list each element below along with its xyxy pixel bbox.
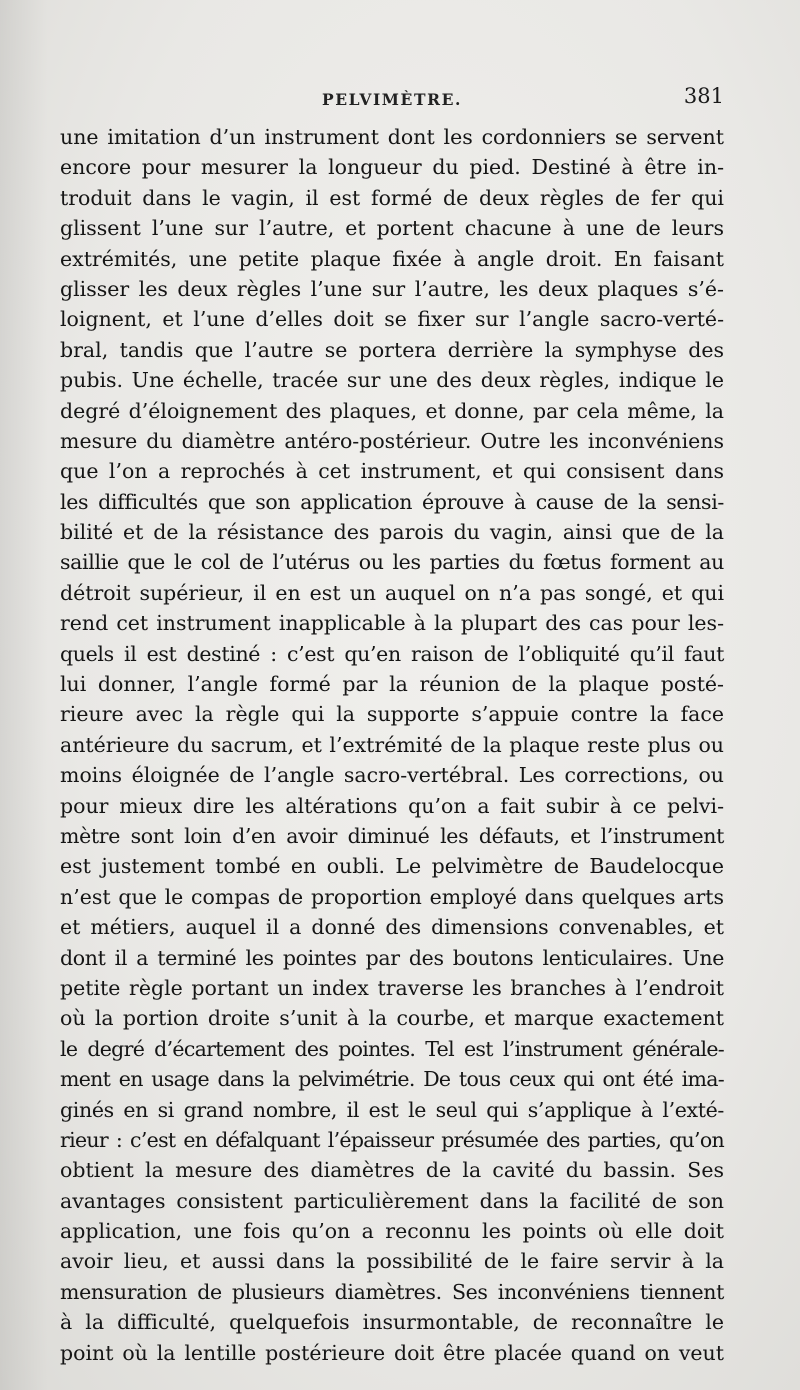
text-line: extrémités, une petite plaque fixée à angle droit. En faisant: [60, 246, 724, 271]
text-line: glisser les deux règles l’une sur l’autre, les deux plaques s’é-: [60, 276, 724, 301]
text-line: ginés en si grand nombre, il est le seul qui s’applique à l’exté-: [60, 1097, 724, 1122]
text-line: petite règle portant un index traverse les branches à l’endroit: [60, 975, 724, 1000]
text-line: ment en usage dans la pelvimétrie. De tous ceux qui ont été ima-: [60, 1067, 724, 1092]
text-line: rieure avec la règle qui la supporte s’appuie contre la face: [60, 702, 724, 727]
text-line: où la portion droite s’unit à la courbe, et marque exactement: [60, 1006, 724, 1031]
text-line: pour mieux dire les altérations qu’on a fait subir à ce pelvi-: [60, 793, 724, 818]
page-number: 381: [683, 84, 724, 108]
text-line: mesure du diamètre antéro-postérieur. Outre les inconvéniens: [60, 428, 724, 453]
text-line: lui donner, l’angle formé par la réunion de la plaque posté-: [60, 672, 724, 697]
text-line: antérieure du sacrum, et l’extrémité de la plaque reste plus ou: [60, 732, 724, 757]
text-line: glissent l’une sur l’autre, et portent chacune à une de leurs: [60, 216, 724, 241]
text-line: pubis. Une échelle, tracée sur une des deux règles, indique le: [60, 368, 724, 393]
text-line: quels il est destiné : c’est qu’en raison de l’obliquité qu’il faut: [60, 641, 724, 666]
text-line: moins éloignée de l’angle sacro-vertébral. Les corrections, ou: [60, 763, 724, 788]
text-line: application, une fois qu’on a reconnu les points où elle doit: [60, 1219, 724, 1244]
text-line: saillie que le col de l’utérus ou les parties du fœtus forment au: [60, 550, 724, 575]
text-line: rieur : c’est en défalquant l’épaisseur présumée des parties, qu’on: [60, 1127, 724, 1152]
text-line: que l’on a reprochés à cet instrument, et qui consisent dans: [60, 459, 724, 484]
text-line: mensuration de plusieurs diamètres. Ses inconvéniens tiennent: [60, 1279, 724, 1304]
text-line: avantages consistent particulièrement dans la facilité de son: [60, 1188, 724, 1213]
text-line: détroit supérieur, il en est un auquel on n’a pas songé, et qui: [60, 580, 724, 605]
text-line: bral, tandis que l’autre se portera derrière la symphyse des: [60, 337, 724, 362]
page-header: [60, 84, 724, 114]
text-line: rend cet instrument inapplicable à la plupart des cas pour les-: [60, 611, 724, 636]
text-line: point où la lentille postérieure doit être placée quand on veut: [60, 1340, 724, 1365]
running-title: PELVIMÈTRE.: [321, 90, 462, 109]
text-line: avoir lieu, et aussi dans la possibilité de le faire servir à la: [60, 1249, 724, 1274]
text-line: loignent, et l’une d’elles doit se fixer sur l’angle sacro-verté-: [60, 307, 724, 332]
text-line: et métiers, auquel il a donné des dimensions convenables, et: [60, 915, 724, 940]
text-line: les difficultés que son application éprouve à cause de la sensi-: [60, 489, 724, 514]
text-line: n’est que le compas de proportion employé dans quelques arts: [60, 884, 724, 909]
text-line: encore pour mesurer la longueur du pied. Destiné à être in-: [60, 155, 724, 180]
text-line: obtient la mesure des diamètres de la cavité du bassin. Ses: [60, 1158, 724, 1183]
text-line: une imitation d’un instrument dont les cordonniers se servent: [60, 125, 724, 149]
text-line: mètre sont loin d’en avoir diminué les défauts, et l’instrument: [60, 823, 724, 848]
text-line: degré d’éloignement des plaques, et donne, par cela même, la: [60, 398, 724, 423]
text-line: est justement tombé en oubli. Le pelvimètre de Baudelocque: [60, 854, 724, 879]
text-line: à la difficulté, quelquefois insurmontable, de reconnaître le: [60, 1310, 724, 1335]
text-line: troduit dans le vagin, il est formé de deux règles de fer qui: [60, 185, 724, 210]
text-line: dont il a terminé les pointes par des boutons lenticulaires. Une: [60, 945, 724, 970]
body-text: [60, 122, 724, 1368]
text-line: bilité et de la résistance des parois du vagin, ainsi que de la: [60, 520, 724, 545]
text-line: le degré d’écartement des pointes. Tel est l’instrument générale-: [60, 1036, 724, 1061]
